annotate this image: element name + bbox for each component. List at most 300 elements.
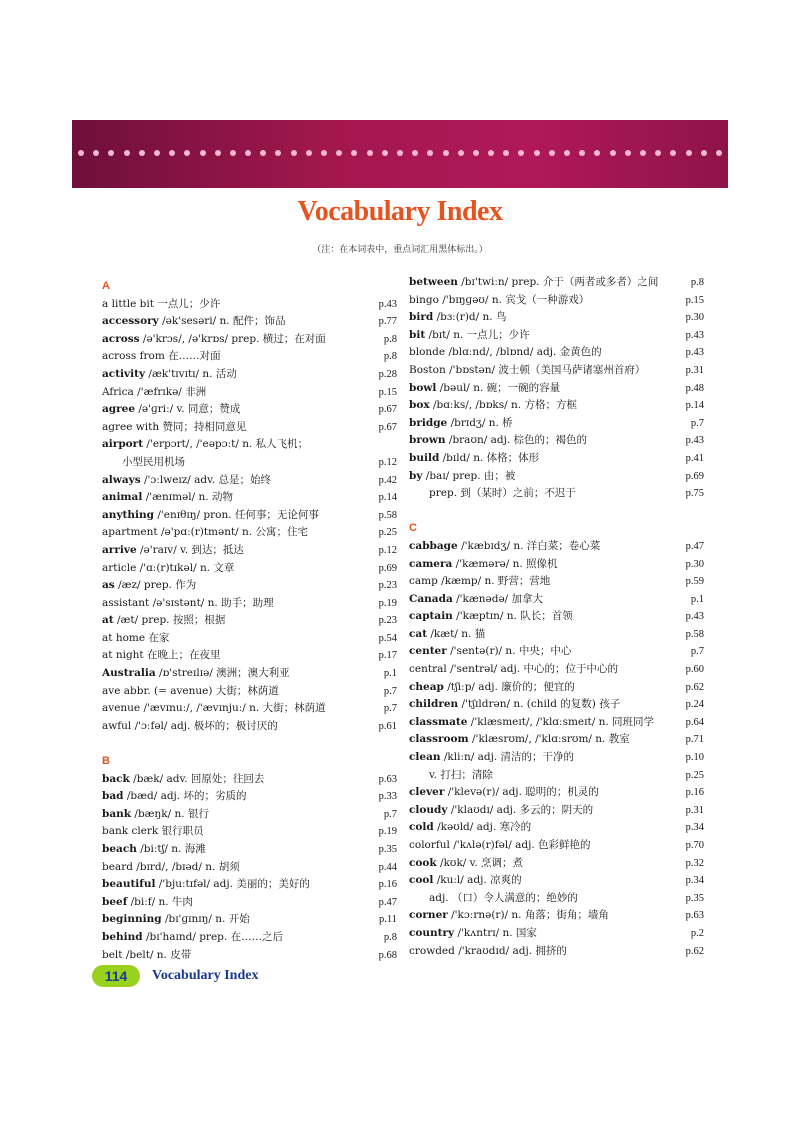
- vocab-entry: [409, 872, 704, 890]
- entry-word: Boston: [409, 363, 446, 376]
- entry-definition: /'ɑː(r)tɪkəl/ n. 文章: [139, 561, 235, 574]
- entry-page: p.64: [685, 716, 704, 728]
- entry-definition: /'klæsrʊm/, /'klɑːsrʊm/ n. 教室: [472, 733, 630, 746]
- entry-page: p.43: [685, 435, 704, 447]
- entry-text: [409, 573, 550, 591]
- entry-text: [409, 485, 576, 503]
- vocab-entry: [409, 731, 704, 749]
- vocab-entry: [409, 696, 704, 714]
- entry-word: Canada: [409, 592, 453, 605]
- entry-page: p.47: [378, 896, 397, 908]
- entry-page: p.63: [685, 910, 704, 922]
- entry-page: p.67: [378, 404, 397, 416]
- entry-text: [102, 718, 278, 736]
- entry-word: cheap: [409, 680, 444, 693]
- entry-text: [102, 419, 246, 437]
- vocab-entry: [102, 647, 397, 665]
- vocab-entry: [102, 665, 397, 683]
- entry-page: p.15: [378, 386, 397, 398]
- entry-text: [102, 788, 246, 806]
- entry-text: [409, 450, 539, 468]
- entry-definition: /bɜː(r)d/ n. 鸟: [436, 311, 507, 324]
- entry-definition: /'bɒstən/ 波士顿（美国马萨诸塞州首府）: [449, 363, 646, 376]
- vocab-entry: [409, 432, 704, 450]
- entry-text: [102, 929, 283, 947]
- entry-text: [102, 331, 326, 349]
- entry-text: [409, 872, 522, 890]
- entry-page: p.16: [378, 879, 397, 891]
- entry-text: [102, 771, 264, 789]
- entry-page: p.58: [378, 509, 397, 521]
- entry-definition: adj. （口）令人满意的；绝妙的: [429, 891, 578, 904]
- entry-word: assistant: [102, 596, 150, 609]
- entry-text: [102, 876, 310, 894]
- entry-text: [102, 947, 191, 965]
- banner-dots: [72, 150, 728, 158]
- entry-page: p.32: [685, 857, 704, 869]
- entry-word: box: [409, 399, 430, 412]
- vocab-entry: [409, 274, 704, 292]
- entry-word: beautiful: [102, 878, 156, 891]
- index-note: （注：在本词表中，重点词汇用黑体标出。）: [312, 245, 488, 255]
- entry-word: cloudy: [409, 803, 448, 816]
- entry-text: [102, 454, 185, 472]
- vocab-entry: [409, 855, 704, 873]
- entry-definition: /bɪ'haɪnd/ prep. 在……之后: [145, 930, 284, 943]
- banner-dot: [640, 150, 646, 156]
- entry-text: [409, 802, 593, 820]
- vocab-entry: [102, 419, 397, 437]
- vocab-entry: [102, 366, 397, 384]
- vocab-entry: [409, 890, 704, 908]
- entry-definition: /bɪld/ n. 体格；体形: [442, 451, 540, 464]
- entry-page: p.19: [378, 597, 397, 609]
- entry-page: p.35: [378, 844, 397, 855]
- entry-word: camp: [409, 575, 438, 588]
- entry-definition: /kæt/ n. 猫: [430, 627, 486, 640]
- entry-definition: 在晚上；在夜里: [147, 649, 221, 662]
- vocab-entry: [409, 819, 704, 837]
- entry-text: [409, 837, 591, 855]
- entry-page: p.15: [685, 294, 704, 306]
- entry-definition: /'kʌntrɪ/ n. 国家: [457, 926, 537, 939]
- entry-text: [102, 841, 206, 859]
- entry-text: [102, 911, 250, 929]
- banner-dot: [351, 150, 357, 156]
- entry-page: p.14: [685, 400, 704, 412]
- entry-word: center: [409, 645, 447, 658]
- banner-dot: [427, 150, 433, 156]
- entry-definition: /belt/ n. 皮带: [125, 948, 192, 961]
- entry-page: [391, 436, 397, 454]
- entry-page: p.25: [378, 527, 397, 539]
- entry-word: bank: [102, 807, 132, 820]
- entry-definition: /'ɔːfəl/ adj. 极坏的；极讨厌的: [134, 719, 278, 732]
- entry-word: classroom: [409, 733, 469, 746]
- entry-word: at night: [102, 649, 144, 662]
- vocab-entry: [102, 384, 397, 402]
- entry-definition: 赞同；持相同意见: [162, 420, 247, 433]
- entry-definition: /æt/ prep. 按照；根据: [117, 614, 226, 627]
- entry-definition: /'klæsmeɪt/, /'klɑːsmeɪt/ n. 同班同学: [470, 715, 655, 728]
- section-spacer: [102, 735, 397, 753]
- entry-page: p.14: [378, 492, 397, 504]
- entry-word: build: [409, 451, 440, 464]
- entry-definition: /'kæbɪdʒ/ n. 洋白菜；卷心菜: [461, 539, 601, 552]
- entry-text: [409, 556, 558, 574]
- banner-dot: [93, 150, 99, 156]
- vocab-entry: [102, 507, 397, 525]
- banner-dot: [260, 150, 266, 156]
- vocab-entry: [409, 907, 704, 925]
- entry-page: p.34: [685, 875, 704, 887]
- entry-word: beef: [102, 895, 128, 908]
- footer-label: Vocabulary Index: [152, 968, 259, 983]
- entry-page: p.30: [685, 312, 704, 324]
- banner-dot: [655, 150, 661, 156]
- entry-page: p.67: [378, 421, 397, 433]
- banner-dot: [397, 150, 403, 156]
- banner-dot: [549, 150, 555, 156]
- entry-word: camera: [409, 557, 453, 570]
- vocab-entry: [102, 348, 397, 366]
- entry-page: p.58: [685, 628, 704, 640]
- vocab-entry: [102, 296, 397, 314]
- right-column: [409, 274, 704, 960]
- entry-text: [409, 925, 537, 943]
- entry-page: p.1: [383, 668, 397, 680]
- banner-dot: [488, 150, 494, 156]
- entry-text: [102, 348, 221, 366]
- banner-dot: [564, 150, 570, 156]
- entry-text: [102, 612, 225, 630]
- entry-definition: 小型民用机场: [122, 455, 185, 468]
- entry-word: cat: [409, 627, 428, 640]
- entry-definition: /'ænɪməl/ n. 动物: [145, 491, 233, 504]
- entry-word: corner: [409, 909, 448, 922]
- entry-word: article: [102, 561, 137, 574]
- entry-text: [409, 767, 493, 785]
- entry-word: country: [409, 926, 455, 939]
- vocab-entry: [102, 947, 397, 965]
- entry-text: [409, 626, 485, 644]
- entry-page: p.47: [685, 540, 704, 552]
- vocab-entry: [102, 929, 397, 947]
- vocab-entry: [102, 560, 397, 578]
- entry-text: [409, 855, 523, 873]
- entry-definition: 一点儿；少许: [157, 297, 221, 310]
- banner-dot: [382, 150, 388, 156]
- vocab-entry: [409, 450, 704, 468]
- entry-definition: /ə'krɔs/, /ə'krɒs/ prep. 横过；在对面: [142, 332, 326, 345]
- entry-page: p.77: [378, 316, 397, 328]
- entry-page: p.8: [383, 333, 397, 345]
- entry-text: [102, 683, 279, 701]
- entry-word: bit: [409, 328, 426, 341]
- entry-word: always: [102, 473, 141, 486]
- entry-definition: /braʊn/ adj. 棕色的；褐色的: [448, 434, 588, 447]
- entry-text: [409, 309, 506, 327]
- entry-page: p.61: [378, 720, 397, 732]
- entry-word: a little bit: [102, 297, 154, 310]
- entry-definition: /kuːl/ adj. 凉爽的: [436, 874, 522, 887]
- entry-page: p.8: [690, 277, 704, 288]
- entry-definition: /ə'raɪv/ v. 到达；抵达: [139, 543, 244, 556]
- header-banner: [72, 120, 728, 188]
- entry-word: cool: [409, 874, 434, 887]
- entry-word: cold: [409, 821, 434, 834]
- entry-text: [409, 415, 513, 433]
- vocab-entry: [102, 823, 397, 841]
- entry-word: belt: [102, 948, 123, 961]
- vocab-entry: [102, 454, 397, 472]
- entry-word: clever: [409, 786, 445, 799]
- entry-text: [102, 700, 326, 718]
- vocab-entry: [409, 643, 704, 661]
- entry-definition: /'sentə(r)/ n. 中央；中心: [450, 645, 572, 658]
- entry-definition: /'klevə(r)/ adj. 聪明的；机灵的: [447, 786, 599, 799]
- entry-text: [102, 577, 196, 595]
- entry-page: p.34: [685, 822, 704, 834]
- entry-word: back: [102, 772, 130, 785]
- entry-definition: /'tʃɪldrən/ n. (child 的复数) 孩子: [461, 698, 621, 711]
- banner-dot: [275, 150, 281, 156]
- entry-definition: 在家: [148, 631, 170, 644]
- entry-word: anything: [102, 508, 154, 521]
- entry-text: [409, 696, 620, 714]
- entry-page: p.16: [685, 787, 704, 799]
- entry-page: p.12: [378, 544, 397, 556]
- banner-dot: [443, 150, 449, 156]
- banner-dot: [473, 150, 479, 156]
- entry-page: p.42: [378, 474, 397, 486]
- entry-text: [409, 327, 530, 345]
- vocab-entry: [409, 591, 704, 609]
- entry-text: [102, 560, 234, 578]
- entry-word: central: [409, 663, 447, 676]
- entry-text: [102, 489, 233, 507]
- entry-definition: /'bɪŋɡəʊ/ n. 宾戈（一种游戏）: [442, 293, 590, 306]
- page-number-badge: 114: [92, 965, 140, 987]
- entry-definition: /'bjuːtɪfəl/ adj. 美丽的；美好的: [158, 878, 310, 891]
- entry-text: [409, 890, 578, 908]
- entry-definition: /bɑːks/, /bɒks/ n. 方格；方框: [432, 399, 577, 412]
- entry-page: p.8: [383, 931, 397, 943]
- entry-text: [409, 819, 531, 837]
- entry-text: [102, 524, 308, 542]
- vocab-entry: [409, 749, 704, 767]
- entry-page: p.28: [378, 368, 397, 380]
- banner-dot: [610, 150, 616, 156]
- entry-page: p.23: [378, 580, 397, 592]
- vocab-entry: [102, 788, 397, 806]
- banner-dot: [169, 150, 175, 156]
- banner-dot: [306, 150, 312, 156]
- entry-page: p.1: [690, 593, 704, 605]
- banner-dot: [518, 150, 524, 156]
- banner-dot: [701, 150, 707, 156]
- vocab-entry: [409, 397, 704, 415]
- entry-text: [102, 647, 221, 665]
- vocab-entry: [102, 577, 397, 595]
- vocab-entry: [102, 331, 397, 349]
- banner-dot: [503, 150, 509, 156]
- entry-word: beach: [102, 843, 137, 855]
- entry-page: p.63: [378, 773, 397, 785]
- vocab-entry: [409, 362, 704, 380]
- vocab-entry: [102, 542, 397, 560]
- entry-word: bridge: [409, 416, 448, 429]
- entry-definition: 在……对面: [168, 350, 221, 363]
- entry-text: [409, 344, 602, 362]
- vocab-entry: [102, 524, 397, 542]
- vocab-entry: [409, 327, 704, 345]
- entry-definition: /bəul/ n. 碗；一碗的容量: [439, 381, 561, 394]
- entry-page: p.10: [685, 752, 704, 764]
- entry-page: p.7: [690, 417, 704, 429]
- entry-definition: /blɑːnd/, /blɒnd/ adj. 金黄色的: [448, 346, 602, 359]
- entry-text: [102, 472, 271, 490]
- entry-definition: /ɒ'streɪlɪə/ 澳洲；澳大利亚: [159, 667, 290, 680]
- vocab-entry: [102, 771, 397, 789]
- entry-page: p.23: [378, 615, 397, 627]
- banner-dot: [458, 150, 464, 156]
- vocab-entry: [102, 859, 397, 877]
- entry-definition: /ək'sesəri/ n. 配件；饰品: [162, 315, 286, 328]
- entry-word: bingo: [409, 293, 439, 306]
- entry-definition: /æz/ prep. 作为: [118, 579, 197, 592]
- vocab-entry: [409, 679, 704, 697]
- vocab-entry: [102, 683, 397, 701]
- entry-definition: /ə'sɪstənt/ n. 助手；助理: [152, 596, 274, 609]
- entry-definition: /kliːn/ adj. 清洁的；干净的: [443, 751, 575, 764]
- banner-dot: [78, 150, 84, 156]
- entry-word: bowl: [409, 381, 437, 394]
- banner-dot: [579, 150, 585, 156]
- entry-page: p.7: [383, 808, 397, 820]
- entry-page: p.43: [685, 329, 704, 341]
- page-footer: [92, 965, 258, 987]
- entry-definition: /biːtʃ/ n. 海滩: [140, 843, 206, 855]
- entry-definition: /kəʊld/ adj. 寒冷的: [437, 821, 532, 834]
- entry-page: p.24: [685, 699, 704, 711]
- entry-text: [409, 468, 515, 486]
- left-column: [102, 278, 397, 964]
- entry-word: cook: [409, 856, 437, 869]
- banner-dot: [200, 150, 206, 156]
- entry-word: captain: [409, 610, 453, 623]
- entry-word: crowded: [409, 944, 455, 957]
- entry-page: p.69: [378, 562, 397, 574]
- entry-word: apartment: [102, 526, 158, 539]
- vocab-entry: [409, 415, 704, 433]
- entry-word: classmate: [409, 715, 468, 728]
- entry-page: p.69: [685, 470, 704, 482]
- entry-page: p.7: [383, 685, 397, 697]
- entry-word: behind: [102, 930, 143, 943]
- entry-definition: /'ɔːlweɪz/ adv. 总是；始终: [144, 473, 272, 486]
- entry-definition: /'kɔːrnə(r)/ n. 角落；街角；墙角: [451, 909, 609, 922]
- entry-word: as: [102, 579, 115, 592]
- entry-definition: /'kænədə/ 加拿大: [456, 592, 544, 605]
- banner-dot: [534, 150, 540, 156]
- entry-page: p.75: [685, 488, 704, 500]
- entry-word: brown: [409, 434, 446, 447]
- banner-dot: [367, 150, 373, 156]
- entry-definition: /'æfrɪkə/ 非洲: [137, 385, 207, 398]
- entry-definition: /tʃiːp/ adj. 廉价的；便宜的: [447, 680, 575, 693]
- banner-dot: [230, 150, 236, 156]
- entry-definition: /bæŋk/ n. 银行: [134, 807, 209, 820]
- banner-dot: [154, 150, 160, 156]
- entry-page: p.44: [378, 861, 397, 873]
- section-letter: B: [102, 755, 110, 768]
- entry-text: [409, 714, 654, 732]
- entry-text: [102, 436, 308, 454]
- entry-text: [409, 274, 658, 292]
- entry-definition: /kæmp/ n. 野营；营地: [441, 575, 551, 588]
- entry-text: [409, 731, 630, 749]
- entry-text: [409, 591, 543, 609]
- entry-page: p.30: [685, 558, 704, 570]
- entry-word: ave: [102, 684, 121, 697]
- banner-dot: [625, 150, 631, 156]
- banner-dot: [670, 150, 676, 156]
- entry-word: bad: [102, 790, 124, 803]
- section-letter: C: [409, 522, 417, 535]
- entry-definition: /bæd/ adj. 坏的；劣质的: [126, 790, 247, 803]
- entry-page: p.70: [685, 840, 704, 851]
- entry-page: p.2: [690, 927, 704, 939]
- entry-definition: /bɪt/ n. 一点儿；少许: [428, 328, 530, 341]
- entry-text: [409, 380, 560, 398]
- entry-page: p.31: [685, 804, 704, 816]
- entry-page: p.31: [685, 364, 704, 376]
- vocab-entry: [409, 661, 704, 679]
- entry-word: colorful: [409, 839, 450, 851]
- entry-definition: /'enɪθɪŋ/ pron. 任何事；无论何事: [157, 508, 319, 521]
- entry-word: airport: [102, 438, 144, 451]
- entry-text: [409, 608, 573, 626]
- entry-word: children: [409, 698, 459, 711]
- entry-definition: prep. 到（某时）之前；不迟于: [429, 487, 576, 500]
- entry-text: [102, 665, 290, 683]
- entry-page: p.12: [378, 456, 397, 468]
- entry-word: animal: [102, 491, 143, 504]
- entry-text: [409, 397, 577, 415]
- entry-definition: /ə'pɑː(r)tmənt/ n. 公寓；住宅: [160, 526, 308, 539]
- entry-word: beard: [102, 860, 133, 873]
- entry-word: Africa: [102, 385, 134, 398]
- entry-definition: /baɪ/ prep. 由；被: [425, 469, 516, 482]
- entry-text: [409, 292, 589, 310]
- entry-text: [409, 538, 600, 556]
- entry-word: clean: [409, 751, 441, 764]
- banner-dot: [336, 150, 342, 156]
- banner-dot: [184, 150, 190, 156]
- entry-word: Australia: [102, 667, 156, 680]
- entry-definition: /kʊk/ v. 烹调；煮: [440, 856, 524, 869]
- entry-text: [102, 401, 240, 419]
- banner-dot: [245, 150, 251, 156]
- entry-word: at: [102, 614, 114, 627]
- entry-text: [102, 313, 285, 331]
- entry-page: p.11: [379, 914, 397, 926]
- entry-text: [409, 784, 599, 802]
- entry-page: p.17: [378, 650, 397, 662]
- entry-page: p.43: [378, 298, 397, 310]
- entry-definition: /bɪ'ɡɪnɪŋ/ n. 开始: [164, 913, 250, 926]
